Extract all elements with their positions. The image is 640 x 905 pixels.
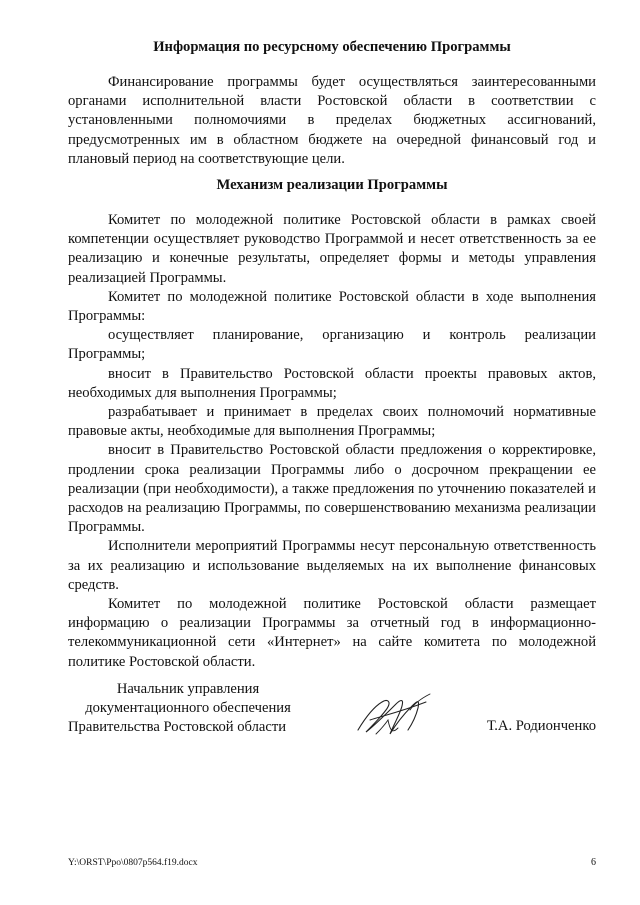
section-body-resources <box>68 73 596 169</box>
handwritten-signature-icon <box>352 690 434 742</box>
position-line: Начальник управления <box>116 681 260 697</box>
paragraph: Комитет по молодежной политике Ростовской области размещает информацию о реализации Программы за отчетный год в информационно-телекоммуникационной сети «Интернет» на сайте комитета по молодежной политике Ростовской области. <box>68 596 596 670</box>
section-body-mechanism <box>68 211 596 672</box>
footer-file-path: Y:\ORST\Ppo\0807p564.f19.docx <box>68 858 198 868</box>
section-title-mechanism: Механизм реализации Программы <box>216 177 448 193</box>
paragraph: разрабатывает и принимает в пределах своих полномочий нормативные правовые акты, необходимые для выполнения Программы; <box>68 404 596 440</box>
position-line: Правительства Ростовской области <box>68 719 287 735</box>
paragraph: Финансирование программы будет осуществляться заинтересованными органами исполнительной власти Ростовской области в соответствии с установленными полномочиями в пределах бюджетных ассигнований, предусмотренных им в областном бюджете на очередной финансовый год и плановый период на соответствующие цели. <box>68 74 596 167</box>
paragraph: вносит в Правительство Ростовской области проекты правовых актов, необходимых для выполнения Программы; <box>68 365 596 401</box>
paragraph: Комитет по молодежной политике Ростовской области в рамках своей компетенции осуществляет руководство Программой и несет ответственность за ее реализацию и конечные результаты, определяет формы и методы управления реализацией Программы. <box>68 212 596 286</box>
signatory-name: Т.А. Родионченко <box>486 718 596 734</box>
paragraph: осуществляет планирование, организацию и контроль реализации Программы; <box>68 327 596 363</box>
position-line: документационного обеспечения <box>85 700 291 716</box>
paragraph: вносит в Правительство Ростовской области предложения о корректировке, продлении срока реализации Программы либо о досрочном прекращении ее реализации (при необходимости), а также предложения по уточнению показателей и расходов на реализацию Программы, по совершенствованию механизма реализации Программы. <box>68 442 596 536</box>
section-title-resources: Информация по ресурсному обеспечению Программы <box>153 39 511 55</box>
signatory-position <box>68 680 308 737</box>
paragraph: Исполнители мероприятий Программы несут персональную ответственность за их реализацию и использование выделяемых на их выполнение финансовых средств. <box>68 538 596 593</box>
page-number: 6 <box>591 857 596 868</box>
paragraph: Комитет по молодежной политике Ростовской области в ходе выполнения Программы: <box>68 288 596 325</box>
